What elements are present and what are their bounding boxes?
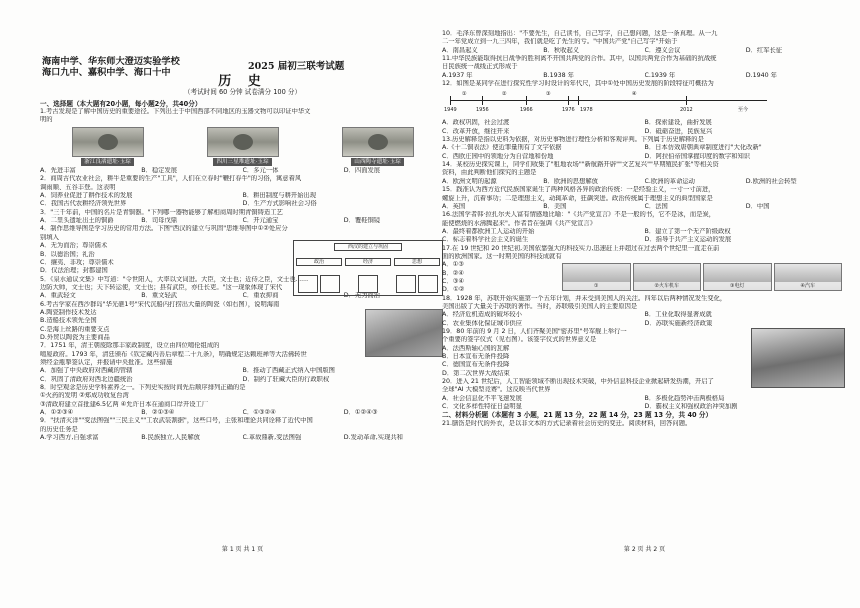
- answer-option: B．②①③④: [141, 409, 175, 417]
- jade-figure: [335, 127, 421, 166]
- question-line: 5．《泉水通议文集》中写道："令世阳人，大率以文词进。大臣，文士也；近侍之臣，文士也……: [40, 275, 309, 283]
- school-names: [42, 56, 180, 78]
- question-line: 11.中华民族能取得抗日战争的胜利离不开国共两党的合作。其中，以国共两党合作为基础的抗战统: [442, 55, 717, 63]
- answer-option: D．霸权主义和强权政治冲突加剧: [644, 403, 738, 411]
- jade-caption: 浙江良渚遗址·玉琮: [81, 158, 134, 166]
- mind-map-branch: 思想: [394, 258, 440, 266]
- question-line: 13.历史解释是指以史料为依据，对历史事物进行理性分析和客观评判。下列属于历史解释的是: [442, 136, 704, 144]
- answer-option: D．第二次世界大战结束: [442, 369, 510, 377]
- answer-option: C．重农抑商: [242, 292, 279, 300]
- timeline-mark: ③: [546, 91, 551, 98]
- answer-option: D．红军长征: [745, 46, 783, 54]
- answer-option: A．①②③④: [40, 409, 74, 417]
- answer-option: A.《十二铜表法》使近罪量刑有了文字依据: [442, 144, 562, 152]
- question-line: 14．某校历史探究课上，同学们收集了"租地农场""新航路开辟""文艺复兴""早期殖民扩张"等相关资: [442, 161, 719, 169]
- answer-option: A．先进丰富: [40, 167, 76, 175]
- page-footer: 第 1 页 共 1 页: [221, 546, 264, 553]
- answer-options: [40, 367, 445, 384]
- answer-option: B．推动了西藏正式纳入中国版图: [242, 367, 335, 375]
- timeline-mark: ①: [462, 91, 467, 98]
- answer-option: A．法西斯轴心国的瓦解: [442, 344, 510, 352]
- invention-picture: [562, 263, 631, 291]
- question-line: 20．进入 21 世纪后，人工智能领域不断出现技术突破，中外信息科技企业掀起研发热潮，开启了: [442, 378, 714, 386]
- surrender-ceremony-photo: [751, 328, 845, 388]
- answer-option: B.民族独立,人民解放: [141, 434, 200, 442]
- answer-options: [40, 217, 445, 225]
- invention-label: ②火车机车: [634, 282, 701, 290]
- answer-option: C．巩固了清政府对西北边疆统治: [40, 375, 133, 383]
- answer-option: D．①②④③: [343, 409, 378, 417]
- answer-option: B．重文轻武: [141, 292, 178, 300]
- answer-option: D．无为而治: [343, 292, 381, 300]
- answer-option: D．阿拉伯帝国掌握印度的数字和知识: [644, 152, 751, 160]
- answer-option: D．砥砺奋进，民族复兴: [644, 127, 713, 135]
- answer-options: [442, 72, 847, 80]
- answer-option: C．改革开放，继往开来: [442, 127, 510, 135]
- question-line: 8．时空观念是历史学科素养之一。下列史实按时间先后顺序排列正确的是: [40, 384, 246, 391]
- question-line: 21.膳饬是时代的外衣，是以非文本的方式记录着社会历史的变迁。阅读材料，回答问题。: [442, 419, 692, 427]
- answer-option: A．政权巩固，社会过渡: [442, 119, 510, 127]
- jade-photo: [342, 127, 414, 157]
- answer-option: D．仅法治理；封郡建国: [40, 267, 108, 275]
- question-line: 17.在 19 世纪和 20 世纪初,美国依靠强大的科技实力,迅速赶上并超过在过去两个世纪里一直走在前: [442, 244, 720, 252]
- timeline-mark: ④: [632, 91, 637, 98]
- mind-map-slot: [396, 275, 416, 293]
- answer-option: D.发动革命,实现共和: [343, 434, 403, 442]
- answer-option: C．农业集体化保证城市供应: [442, 319, 522, 327]
- question-line: A.陶瓷制作技术发达: [40, 308, 97, 316]
- answer-option: C．多元一体: [242, 167, 279, 175]
- timeline-year: 至今: [738, 107, 749, 114]
- question-line: 16.法国学者韩·拉扎尔夫人富有情感地比喻："《共产党宣言》不是一般的书，它不是冰，而是炭，: [442, 211, 716, 219]
- answer-option: B.1938 年: [543, 71, 574, 79]
- answer-option: B．日本宣布无条件投降: [442, 353, 510, 361]
- answer-option: B．稳定发展: [141, 167, 178, 175]
- invention-label: ④汽车: [775, 282, 842, 290]
- answer-option: A.学习西方,自强求富: [40, 434, 99, 442]
- section-heading: 一、选择题（本大题有20小题，每小题2分，共40分）: [40, 99, 202, 108]
- answer-option: D.欧洲的社会转型: [745, 177, 797, 185]
- answer-option: A．欧洲文明的起源: [442, 177, 497, 185]
- answer-option: C．遵义会议: [644, 46, 681, 54]
- answer-option: C．攘夷、非攻；尊崇儒术: [40, 258, 114, 266]
- question-line: 的历史任务是: [40, 425, 78, 433]
- answer-option: B．日本仿效唐朝典章制度进行"大化改新": [644, 144, 762, 152]
- mind-map-slot: [358, 275, 378, 293]
- answer-option: B．欧洲的思想解放: [543, 177, 598, 185]
- question-line: 10．毛泽东曾深刻地指出："不要先生，自己读书，自己写字，自己想问题，这是一条真理。从一九: [442, 30, 718, 37]
- answer-option: A．无为而治；尊崇儒术: [40, 242, 108, 250]
- answer-option: B．司母戊鼎: [141, 217, 178, 225]
- answer-options: [40, 434, 445, 442]
- invention-picture: [703, 263, 772, 291]
- answer-option: B．探索建设，曲折发展: [644, 119, 712, 127]
- answer-option: C．西欧庄园中的领地分为自营地和份地: [442, 152, 554, 160]
- question-line: B.造船技术领先全国: [40, 317, 97, 325]
- answer-option: A.1937 年: [442, 71, 473, 79]
- answer-option: B．②④: [442, 269, 464, 277]
- answer-option: C．法国: [644, 202, 668, 210]
- answer-option: B．耕田制度与耕开始出现: [242, 192, 317, 200]
- question-line: 明的: [40, 116, 53, 124]
- answer-option: D．覆鞋铜镜: [343, 217, 381, 225]
- exam-info: （考试时间 60 分钟 试卷满分 100 分）: [183, 88, 302, 97]
- question-line: 15．践准认为西方近代民族国家诞生了两种风格各异的政治传统：一是经验主义，一寸一寸前进，: [442, 186, 715, 194]
- answer-option: A．社会信息化不平飞速发展: [442, 394, 522, 402]
- timeline-year: 1976: [562, 107, 575, 114]
- exam-title: 2025 届初三联考试题: [248, 61, 345, 72]
- answer-option: B．以德治国；礼治: [40, 250, 95, 258]
- question-line: 4．制作思维导图是学习历史的常用方法。下图"西汉的建立与巩固"思维导图中①②处应分: [40, 225, 288, 233]
- mind-map-branch: 经济: [345, 258, 391, 266]
- timeline-year: 1978: [580, 107, 593, 114]
- answer-option: D．指导于共产主义运动的发展: [644, 236, 732, 244]
- question-line: 边防大帅，文士也；天下转运使，文士也；县有武臣，亦任长吏。"这一现象体现了宋代: [40, 283, 283, 291]
- jade-figure: [65, 127, 151, 166]
- question-line: 二一年党成立到一九三四年，我们就是吃了先生的亏。"中国共产党"自己写字"开始于: [442, 38, 678, 46]
- invention-label: ③电灯: [704, 282, 771, 290]
- answer-option: D．①②: [442, 286, 465, 294]
- porcelain-photo: [365, 309, 443, 357]
- jade-figures: [40, 127, 445, 166]
- question-line: ③清政府建立首批建6.5亿两 ④允许日本在通商口岸开设工厂: [40, 400, 209, 408]
- answer-option: C．开元通宝: [242, 217, 279, 225]
- answer-option: A．经济危机造成的破坏较小: [442, 311, 522, 319]
- right-page: [442, 30, 847, 590]
- question-line: 面的欧洲国家。这一时期美国的科技成就有: [442, 252, 562, 260]
- question-line: 19．80 年前的 9 月 2 日，人们齐聚美国"密苏里"号军舰上举行一: [442, 328, 627, 335]
- timeline-year: 1966: [520, 107, 533, 114]
- invention-pictures: [562, 263, 842, 291]
- answer-option: C．标志着科学社会主义的诞生: [442, 236, 529, 244]
- answer-options: [442, 144, 847, 161]
- jade-caption: 四川三星堆遗址·玉琮: [213, 158, 271, 166]
- question-line: D.外贸以陶瓷为主要商品: [40, 333, 110, 341]
- answer-options: [442, 119, 847, 136]
- jade-figure: [200, 127, 286, 166]
- question-line: C.是海上丝路的重要支点: [40, 325, 110, 333]
- section-heading: 二、材料分析题（本题有 3 小题，21 题 13 分，22 题 14 分，23 题 13 分，共 40 分）: [442, 411, 713, 420]
- timeline-year: 2012: [680, 107, 693, 114]
- question-line: 噶厦政府。1793 年，清廷颁布《钦定藏内善后章程二十九条》，明确规定达赖班禅等大活佛转世: [40, 350, 307, 358]
- mind-map-branch: 政治: [296, 258, 342, 266]
- subject-title: 历 史: [218, 74, 267, 89]
- question-line: 1.考古发现是了解中国历史的重要途径。下列出土于中国西部不同地区的玉器文物可以印证中华文: [40, 108, 311, 116]
- mind-map-root: 西汉的建立与巩固: [334, 243, 402, 251]
- invention-label: ①: [563, 282, 630, 290]
- answer-options: [442, 47, 847, 55]
- answer-option: B．工业化取得显著成就: [644, 311, 712, 319]
- answer-option: B．秋收起义: [543, 46, 580, 54]
- answer-option: B．建立了第一个无产阶级政权: [644, 227, 731, 235]
- answer-option: A．加强了中央政府对西藏的管辖: [40, 367, 133, 375]
- answer-option: B．多极化趋势冲击两极格局: [644, 394, 725, 402]
- mind-map-diagram: [293, 240, 443, 296]
- question-line: 资料，由此判断他们探究的主题是: [442, 169, 537, 177]
- answer-options: [442, 228, 847, 245]
- page-footer: 第 2 页 共 2 页: [623, 546, 666, 553]
- mind-map-slot: [418, 275, 438, 293]
- mind-map-slot: [320, 275, 340, 293]
- answer-options: [442, 203, 847, 211]
- question-line: 日民族统一战线正式形成于: [442, 63, 518, 71]
- question-line: 6.考古学家在西沙群岛"华光礁1号"宋代沉船内打捞出大量的陶瓷（如右图），说明海南: [40, 300, 280, 308]
- invention-picture: [633, 263, 702, 291]
- question-line: 螺旋上升，沉着事功；二是理想主义，动辄革命，狂飙突进。政治传统属于理想主义的典型国家是: [442, 194, 713, 202]
- question-line: 个重要的签字仪式（见右图）。该签字仪式的世界意义是: [442, 336, 597, 344]
- year-timeline: [442, 90, 847, 116]
- invention-picture: [774, 263, 843, 291]
- timeline-year: 1956: [476, 107, 489, 114]
- mind-map-slot: [298, 275, 318, 293]
- timeline-axis: [450, 100, 767, 101]
- answer-option: A．南昌起义: [442, 46, 478, 54]
- question-line: ①火药的发明 ②郑成功收复台湾: [40, 392, 129, 400]
- left-page: [40, 30, 445, 590]
- answer-option: D．中国: [745, 202, 770, 210]
- question-line: 9．"扶清灭洋""变法图强""三民主义""工农武装割据"，这些口号，主张和理论共同诠释了近代中国: [40, 417, 313, 425]
- school-line: 海口九中、嘉积中学、海口十中: [42, 67, 171, 78]
- answer-option: A．重武轻文: [40, 292, 76, 300]
- question-line: 18．1928 年，苏联开始实施第一个五年计划，并未受到美国人的关注。四年以后两种情况发生变化，: [442, 294, 727, 302]
- answer-option: A．二里头遗址出土的铜爵: [40, 217, 114, 225]
- answer-options: [442, 311, 847, 328]
- jade-caption: 山西陶寺遗址·玉琮: [351, 158, 404, 166]
- question-line: 3．"三千年前，中国的名片是青铜器。"下列哪一器物能够了解相商周时期青铜铸造工艺: [40, 208, 283, 216]
- answer-option: D．生产方式影响社会习俗: [242, 200, 317, 208]
- answer-options: [40, 192, 445, 209]
- answer-option: C.革故鼎新,变法图强: [242, 434, 302, 442]
- question-line: 调雨顺、五谷丰登。这表明: [40, 183, 116, 191]
- answer-option: C.欧洲的革命运动: [644, 177, 695, 185]
- answer-option: A．最终着都欧洲工人运动的开始: [442, 227, 535, 235]
- question-line: 别填入: [40, 233, 59, 241]
- answer-option: D．制约了驻藏大臣的行政职权: [242, 375, 330, 383]
- answer-options: [442, 395, 847, 412]
- answer-option: C．德国宣布无条件投降: [442, 361, 510, 369]
- jade-photo: [207, 127, 279, 157]
- answer-option: C．文化多样性特征日益明显: [442, 403, 522, 411]
- question-line: 能使燃烧的水沸腾起来"。作者旨在强调《共产党宣言》: [442, 219, 597, 227]
- timeline-mark: ②: [502, 91, 507, 98]
- question-line: 全球"AI 大模型竞赛"。这反映当代世界: [442, 386, 551, 394]
- answer-options: [40, 409, 445, 417]
- question-line: 须经金瓶掣签认定，并报请中央批准。这些措施: [40, 358, 173, 366]
- answer-option: C．我国古代农耕经济领先世界: [40, 200, 127, 208]
- question-line: 2．商周古代农业社会，耕牛是重要的生产"工具"，人们在立春时"鞭打春牛"的习俗，寓意着风: [40, 175, 302, 183]
- timeline-year: 1949: [444, 107, 457, 114]
- answer-option: C．③④: [442, 277, 464, 285]
- jade-photo: [72, 127, 144, 157]
- question-line: 12．如图是某同学在进行探究性学习时设计的年代尺，其中①处中国历史发展的阶段特征可概括为: [442, 80, 714, 88]
- answer-options: [442, 178, 847, 186]
- answer-options: [40, 167, 445, 175]
- question-line: 7．1751 年，清王朝废除那丰家政制度，设立由四位噶伦组成的: [40, 342, 220, 350]
- exam-header: [40, 30, 445, 76]
- answer-option: D.1940 年: [745, 71, 777, 79]
- answer-option: D．苏联实施新经济政策: [644, 319, 713, 327]
- school-line: 海南中学、华东师大澄迈实验学校: [42, 56, 180, 67]
- answer-option: A．①③: [442, 261, 464, 269]
- answer-option: C.1939 年: [644, 71, 676, 79]
- answer-option: A．英国: [442, 202, 466, 210]
- answer-option: C．①③②④: [242, 409, 276, 417]
- question-line: 美国出版了大量关于苏联的著作。当时，苏联吸引美国人的主要原因是: [442, 302, 638, 310]
- answer-option: B．美国: [543, 202, 567, 210]
- answer-option: D．四面发展: [343, 167, 381, 175]
- answer-option: A．饲养业促进了耕作技术的发展: [40, 192, 133, 200]
